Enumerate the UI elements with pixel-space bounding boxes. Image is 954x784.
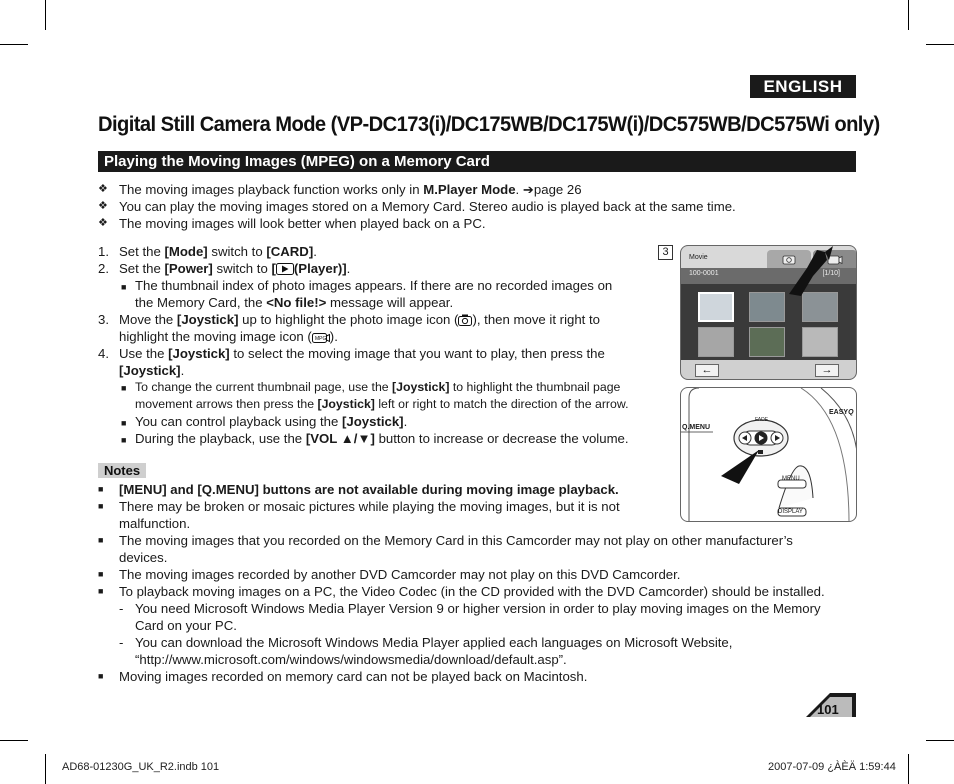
note-item-cont: malfunction.	[119, 516, 191, 531]
step-item-cont: highlight the moving image icon ( MPG ).	[119, 328, 338, 347]
fade-label: FADE	[755, 417, 769, 423]
page-title: Digital Still Camera Mode (VP-DC173(i)/DC175WB/DC175W(i)/DC575WB/DC575Wi only)	[98, 113, 880, 136]
prev-page-button: ←	[695, 364, 719, 377]
language-badge: ENGLISH	[750, 75, 856, 98]
footer-file-info: AD68-01230G_UK_R2.indb 101	[62, 761, 220, 773]
crop-mark	[908, 754, 909, 784]
step-item: 2. Set the [Power] switch to [ (Player)].	[98, 260, 109, 277]
crop-mark	[908, 0, 909, 30]
easy-q-label: EASYQ	[829, 409, 854, 416]
step-subitem: ■ During the playback, use the [VOL ▲/▼] button to increase or decrease the volume.	[121, 431, 629, 446]
footer-timestamp: 2007-07-09 ¿ÀÈÄ 1:59:44	[768, 761, 896, 773]
screen-mode-label: Movie	[689, 254, 708, 261]
thumbnail	[802, 327, 838, 357]
step-subitem: ■ You can control playback using the [Joystick].	[121, 414, 408, 429]
crop-mark	[45, 0, 46, 30]
step-subitem: ■ The thumbnail index of photo images appears. If there are no recorded images on	[121, 278, 613, 293]
diamond-bullet-icon: ❖	[98, 200, 108, 212]
lcd-screen-illustration	[680, 245, 857, 380]
next-page-button: →	[815, 364, 839, 377]
diamond-bullet-icon: ❖	[98, 217, 108, 229]
step-subitem: ■ To change the current thumbnail page, use the [Joystick] to highlight the thumbnail page	[121, 380, 621, 394]
thumbnail	[749, 327, 785, 357]
step-item: 3. Move the [Joystick] up to highlight the photo image icon ( ), then move it right to	[98, 311, 109, 328]
folder-number: 100-0001	[689, 270, 719, 277]
step-subitem-cont: the Memory Card, the <No file!> message will appear.	[135, 295, 454, 310]
figure-label: 3	[658, 245, 673, 260]
crop-mark	[0, 44, 28, 45]
note-subitem-cont: “http://www.microsoft.com/windows/windowsmedia/download/default.asp”.	[135, 652, 567, 667]
page-number: 101	[817, 702, 839, 717]
display-button-label: DISPLAY	[778, 509, 803, 515]
crop-mark	[0, 740, 28, 741]
note-subitem-cont: Card on your PC.	[135, 618, 237, 633]
step-item: 1. Set the [Mode] switch to [CARD].	[98, 244, 317, 259]
svg-text:MPG: MPG	[314, 336, 327, 342]
thumbnail	[698, 327, 734, 357]
crop-mark	[926, 740, 954, 741]
menu-button-label: MENU	[782, 476, 800, 482]
thumbnail	[698, 292, 734, 322]
page-indicator: [1/10]	[822, 270, 840, 277]
diamond-bullet-icon: ❖	[98, 183, 108, 195]
step-subitem-cont: movement arrows then press the [Joystick] left or right to match the direction of the arrow.	[135, 397, 629, 411]
section-title: Playing the Moving Images (MPEG) on a Memory Card	[98, 151, 856, 172]
q-icon: Q	[848, 409, 854, 416]
step-item-cont: [Joystick].	[119, 363, 185, 378]
crop-mark	[45, 754, 46, 784]
pointer-arrow-icon	[777, 246, 847, 306]
note-subitem: - You need Microsoft Windows Media Player Version 9 or higher version in order to play moving images on the Memory	[119, 601, 821, 616]
camera-icon	[458, 313, 472, 330]
crop-mark	[926, 44, 954, 45]
note-subitem: - You can download the Microsoft Windows Media Player applied each languages on Microsoft Website,	[119, 635, 733, 650]
step-item: 4. Use the [Joystick] to select the moving image that you want to play, then press the	[98, 346, 605, 361]
notes-label: Notes	[98, 463, 146, 478]
camcorder-controls-illustration	[680, 387, 857, 522]
note-item-cont: devices.	[119, 550, 168, 565]
qmenu-button-label: Q.MENU	[682, 424, 710, 431]
